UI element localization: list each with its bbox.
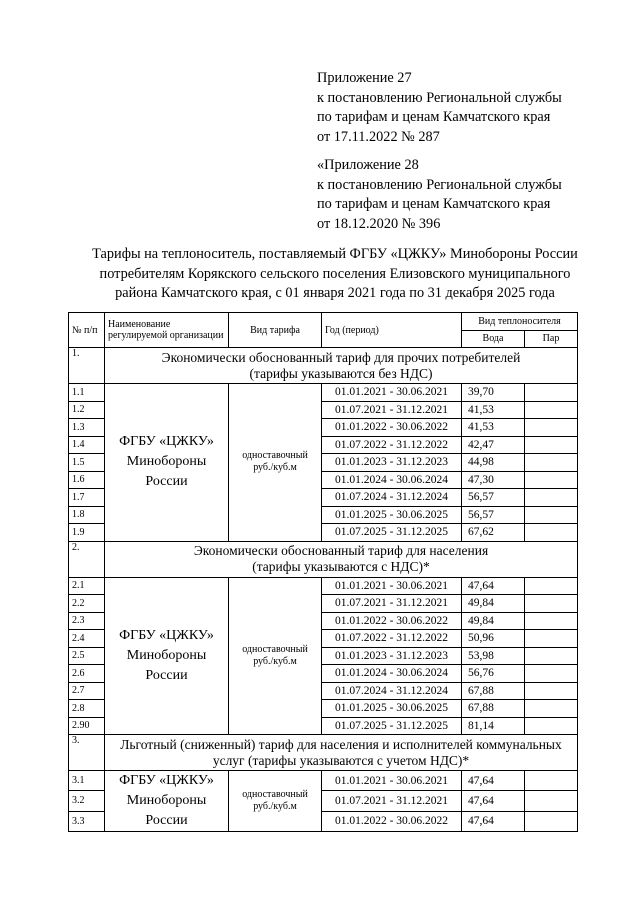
section-title-line: Льготный (сниженный) тариф для населения и исполнителей коммунальных	[120, 736, 562, 752]
organization-line: России	[145, 813, 188, 828]
row-number: 1.7	[69, 489, 105, 507]
steam-tariff-cell	[525, 524, 578, 542]
steam-tariff-cell	[525, 647, 578, 665]
section-row	[69, 735, 578, 771]
section-title-line: Экономически обоснованный тариф для прочих потребителей	[161, 349, 521, 365]
section-title-line: Экономически обоснованный тариф для населения	[193, 543, 489, 558]
period-cell: 01.07.2021 - 31.12.2021	[322, 401, 462, 419]
header-water: Вода	[462, 330, 525, 348]
tariff-type	[229, 771, 322, 832]
water-tariff-cell: 47,64	[462, 577, 525, 595]
header-carrier: Вид теплоносителя	[462, 313, 578, 331]
organization-line: ФГБУ «ЦЖКУ»	[119, 434, 214, 450]
section-row	[69, 348, 578, 384]
steam-tariff-cell	[525, 771, 578, 791]
row-number: 3.1	[69, 771, 105, 791]
water-tariff-cell: 56,57	[462, 489, 525, 507]
period-cell: 01.07.2022 - 31.12.2022	[322, 630, 462, 648]
document-title	[40, 245, 630, 304]
section-title	[105, 735, 578, 771]
period-cell: 01.01.2023 - 31.12.2023	[322, 647, 462, 665]
tariff-type-line: одноставочный	[242, 450, 308, 462]
steam-tariff-cell	[525, 682, 578, 700]
steam-tariff-cell	[525, 506, 578, 524]
header-period: Год (период)	[322, 313, 462, 348]
section-row	[69, 541, 578, 577]
row-number: 2.2	[69, 595, 105, 613]
tariff-table-body	[69, 313, 578, 832]
organization-line: России	[145, 474, 188, 490]
steam-tariff-cell	[525, 384, 578, 402]
row-number: 3.2	[69, 791, 105, 811]
water-tariff-cell: 42,47	[462, 436, 525, 454]
period-cell: 01.01.2021 - 30.06.2021	[322, 384, 462, 402]
water-tariff-cell: 47,64	[462, 791, 525, 811]
period-cell: 01.07.2021 - 31.12.2021	[322, 595, 462, 613]
water-tariff-cell: 47,64	[462, 771, 525, 791]
row-number: 2.3	[69, 612, 105, 630]
steam-tariff-cell	[525, 811, 578, 831]
steam-tariff-cell	[525, 577, 578, 595]
header-num: № п/п	[69, 313, 105, 348]
steam-tariff-cell	[525, 791, 578, 811]
water-tariff-cell: 44,98	[462, 454, 525, 472]
annex-current	[317, 69, 562, 147]
row-number: 2.6	[69, 665, 105, 683]
row-number: 2.7	[69, 682, 105, 700]
period-cell: 01.01.2023 - 31.12.2023	[322, 454, 462, 472]
tariff-type-line: руб./куб.м	[253, 462, 297, 474]
tariff-type-line: одноставочный	[242, 789, 308, 800]
steam-tariff-cell	[525, 612, 578, 630]
steam-tariff-cell	[525, 630, 578, 648]
organization-line: ФГБУ «ЦЖКУ»	[119, 627, 214, 643]
water-tariff-cell: 53,98	[462, 647, 525, 665]
period-cell: 01.01.2022 - 30.06.2022	[322, 811, 462, 831]
organization-line: Минобороны	[126, 454, 207, 470]
annex-line: «Приложение 28	[317, 157, 419, 173]
row-number: 1.6	[69, 471, 105, 489]
period-cell: 01.07.2024 - 31.12.2024	[322, 489, 462, 507]
header-org: Наименование регулируемой организации	[105, 313, 229, 348]
organization-name	[105, 384, 229, 542]
period-cell: 01.01.2021 - 30.06.2021	[322, 771, 462, 791]
period-cell: 01.07.2021 - 31.12.2021	[322, 791, 462, 811]
annex-line: по тарифам и ценам Камчатского края	[317, 109, 551, 125]
table-row	[69, 577, 578, 595]
water-tariff-cell: 67,88	[462, 700, 525, 718]
organization-name	[105, 577, 229, 735]
header-tariff-type: Вид тарифа	[229, 313, 322, 348]
steam-tariff-cell	[525, 401, 578, 419]
period-cell: 01.01.2022 - 30.06.2022	[322, 419, 462, 437]
steam-tariff-cell	[525, 436, 578, 454]
water-tariff-cell: 67,88	[462, 682, 525, 700]
organization-line: России	[145, 667, 188, 683]
period-cell: 01.01.2021 - 30.06.2021	[322, 577, 462, 595]
row-number: 1.8	[69, 506, 105, 524]
row-number: 2.8	[69, 700, 105, 718]
tariff-type	[229, 577, 322, 735]
row-number: 1.4	[69, 436, 105, 454]
row-number: 2.90	[69, 717, 105, 735]
row-number: 1.1	[69, 384, 105, 402]
water-tariff-cell: 56,57	[462, 506, 525, 524]
section-title-line: (тарифы указываются без НДС)	[249, 365, 433, 381]
annex-line: к постановлению Региональной службы	[317, 89, 562, 106]
period-cell: 01.01.2025 - 30.06.2025	[322, 506, 462, 524]
section-number: 2.	[69, 541, 105, 577]
steam-tariff-cell	[525, 717, 578, 735]
water-tariff-cell: 41,53	[462, 401, 525, 419]
row-number: 3.3	[69, 811, 105, 831]
annex-line: Приложение 27	[317, 70, 412, 86]
section-title-line: услуг (тарифы указываются с учетом НДС)*	[212, 752, 470, 768]
steam-tariff-cell	[525, 471, 578, 489]
steam-tariff-cell	[525, 700, 578, 718]
steam-tariff-cell	[525, 595, 578, 613]
steam-tariff-cell	[525, 419, 578, 437]
organization-line: Минобороны	[126, 647, 207, 663]
period-cell: 01.07.2024 - 31.12.2024	[322, 682, 462, 700]
row-number: 1.9	[69, 524, 105, 542]
period-cell: 01.07.2022 - 31.12.2022	[322, 436, 462, 454]
water-tariff-cell: 47,64	[462, 811, 525, 831]
title-line: района Камчатского края, с 01 января 2021 года по 31 декабря 2025 года	[115, 285, 555, 301]
annex-line: от 17.11.2022 № 287	[317, 128, 440, 145]
period-cell: 01.07.2025 - 31.12.2025	[322, 717, 462, 735]
annex-line: по тарифам и ценам Камчатского края	[317, 196, 551, 212]
row-number: 2.5	[69, 647, 105, 665]
period-cell: 01.01.2022 - 30.06.2022	[322, 612, 462, 630]
tariff-table	[68, 312, 578, 832]
water-tariff-cell: 49,84	[462, 595, 525, 613]
tariff-type-line: руб./куб.м	[253, 801, 297, 812]
annex-line: от 18.12.2020 № 396	[317, 215, 441, 232]
water-tariff-cell: 47,30	[462, 471, 525, 489]
row-number: 1.3	[69, 419, 105, 437]
table-row	[69, 771, 578, 791]
section-title	[105, 541, 578, 577]
water-tariff-cell: 49,84	[462, 612, 525, 630]
period-cell: 01.01.2025 - 30.06.2025	[322, 700, 462, 718]
water-tariff-cell: 56,76	[462, 665, 525, 683]
water-tariff-cell: 81,14	[462, 717, 525, 735]
steam-tariff-cell	[525, 454, 578, 472]
tariff-type	[229, 384, 322, 542]
row-number: 1.2	[69, 401, 105, 419]
title-line: Тарифы на теплоноситель, поставляемый ФГБУ «ЦЖКУ» Минобороны России	[92, 246, 578, 262]
section-number: 1.	[69, 348, 105, 384]
table-row	[69, 384, 578, 402]
section-title	[105, 348, 578, 384]
steam-tariff-cell	[525, 665, 578, 683]
steam-tariff-cell	[525, 489, 578, 507]
title-line: потребителям Корякского сельского поселения Елизовского муниципального	[99, 265, 571, 282]
row-number: 1.5	[69, 454, 105, 472]
annex-line: к постановлению Региональной службы	[317, 176, 562, 193]
period-cell: 01.01.2024 - 30.06.2024	[322, 471, 462, 489]
organization-line: ФГБУ «ЦЖКУ»	[119, 773, 214, 788]
annex-previous	[317, 156, 562, 234]
water-tariff-cell: 41,53	[462, 419, 525, 437]
period-cell: 01.07.2025 - 31.12.2025	[322, 524, 462, 542]
row-number: 2.4	[69, 630, 105, 648]
section-number: 3.	[69, 735, 105, 771]
header-steam: Пар	[525, 330, 578, 348]
period-cell: 01.01.2024 - 30.06.2024	[322, 665, 462, 683]
section-title-line: (тарифы указываются с НДС)*	[252, 559, 430, 574]
organization-line: Минобороны	[126, 793, 207, 808]
water-tariff-cell: 50,96	[462, 630, 525, 648]
water-tariff-cell: 67,62	[462, 524, 525, 542]
tariff-type-line: одноставочный	[242, 643, 308, 655]
row-number: 2.1	[69, 577, 105, 595]
header-row	[69, 313, 578, 331]
tariff-type-line: руб./куб.м	[253, 655, 297, 667]
water-tariff-cell: 39,70	[462, 384, 525, 402]
organization-name	[105, 771, 229, 832]
